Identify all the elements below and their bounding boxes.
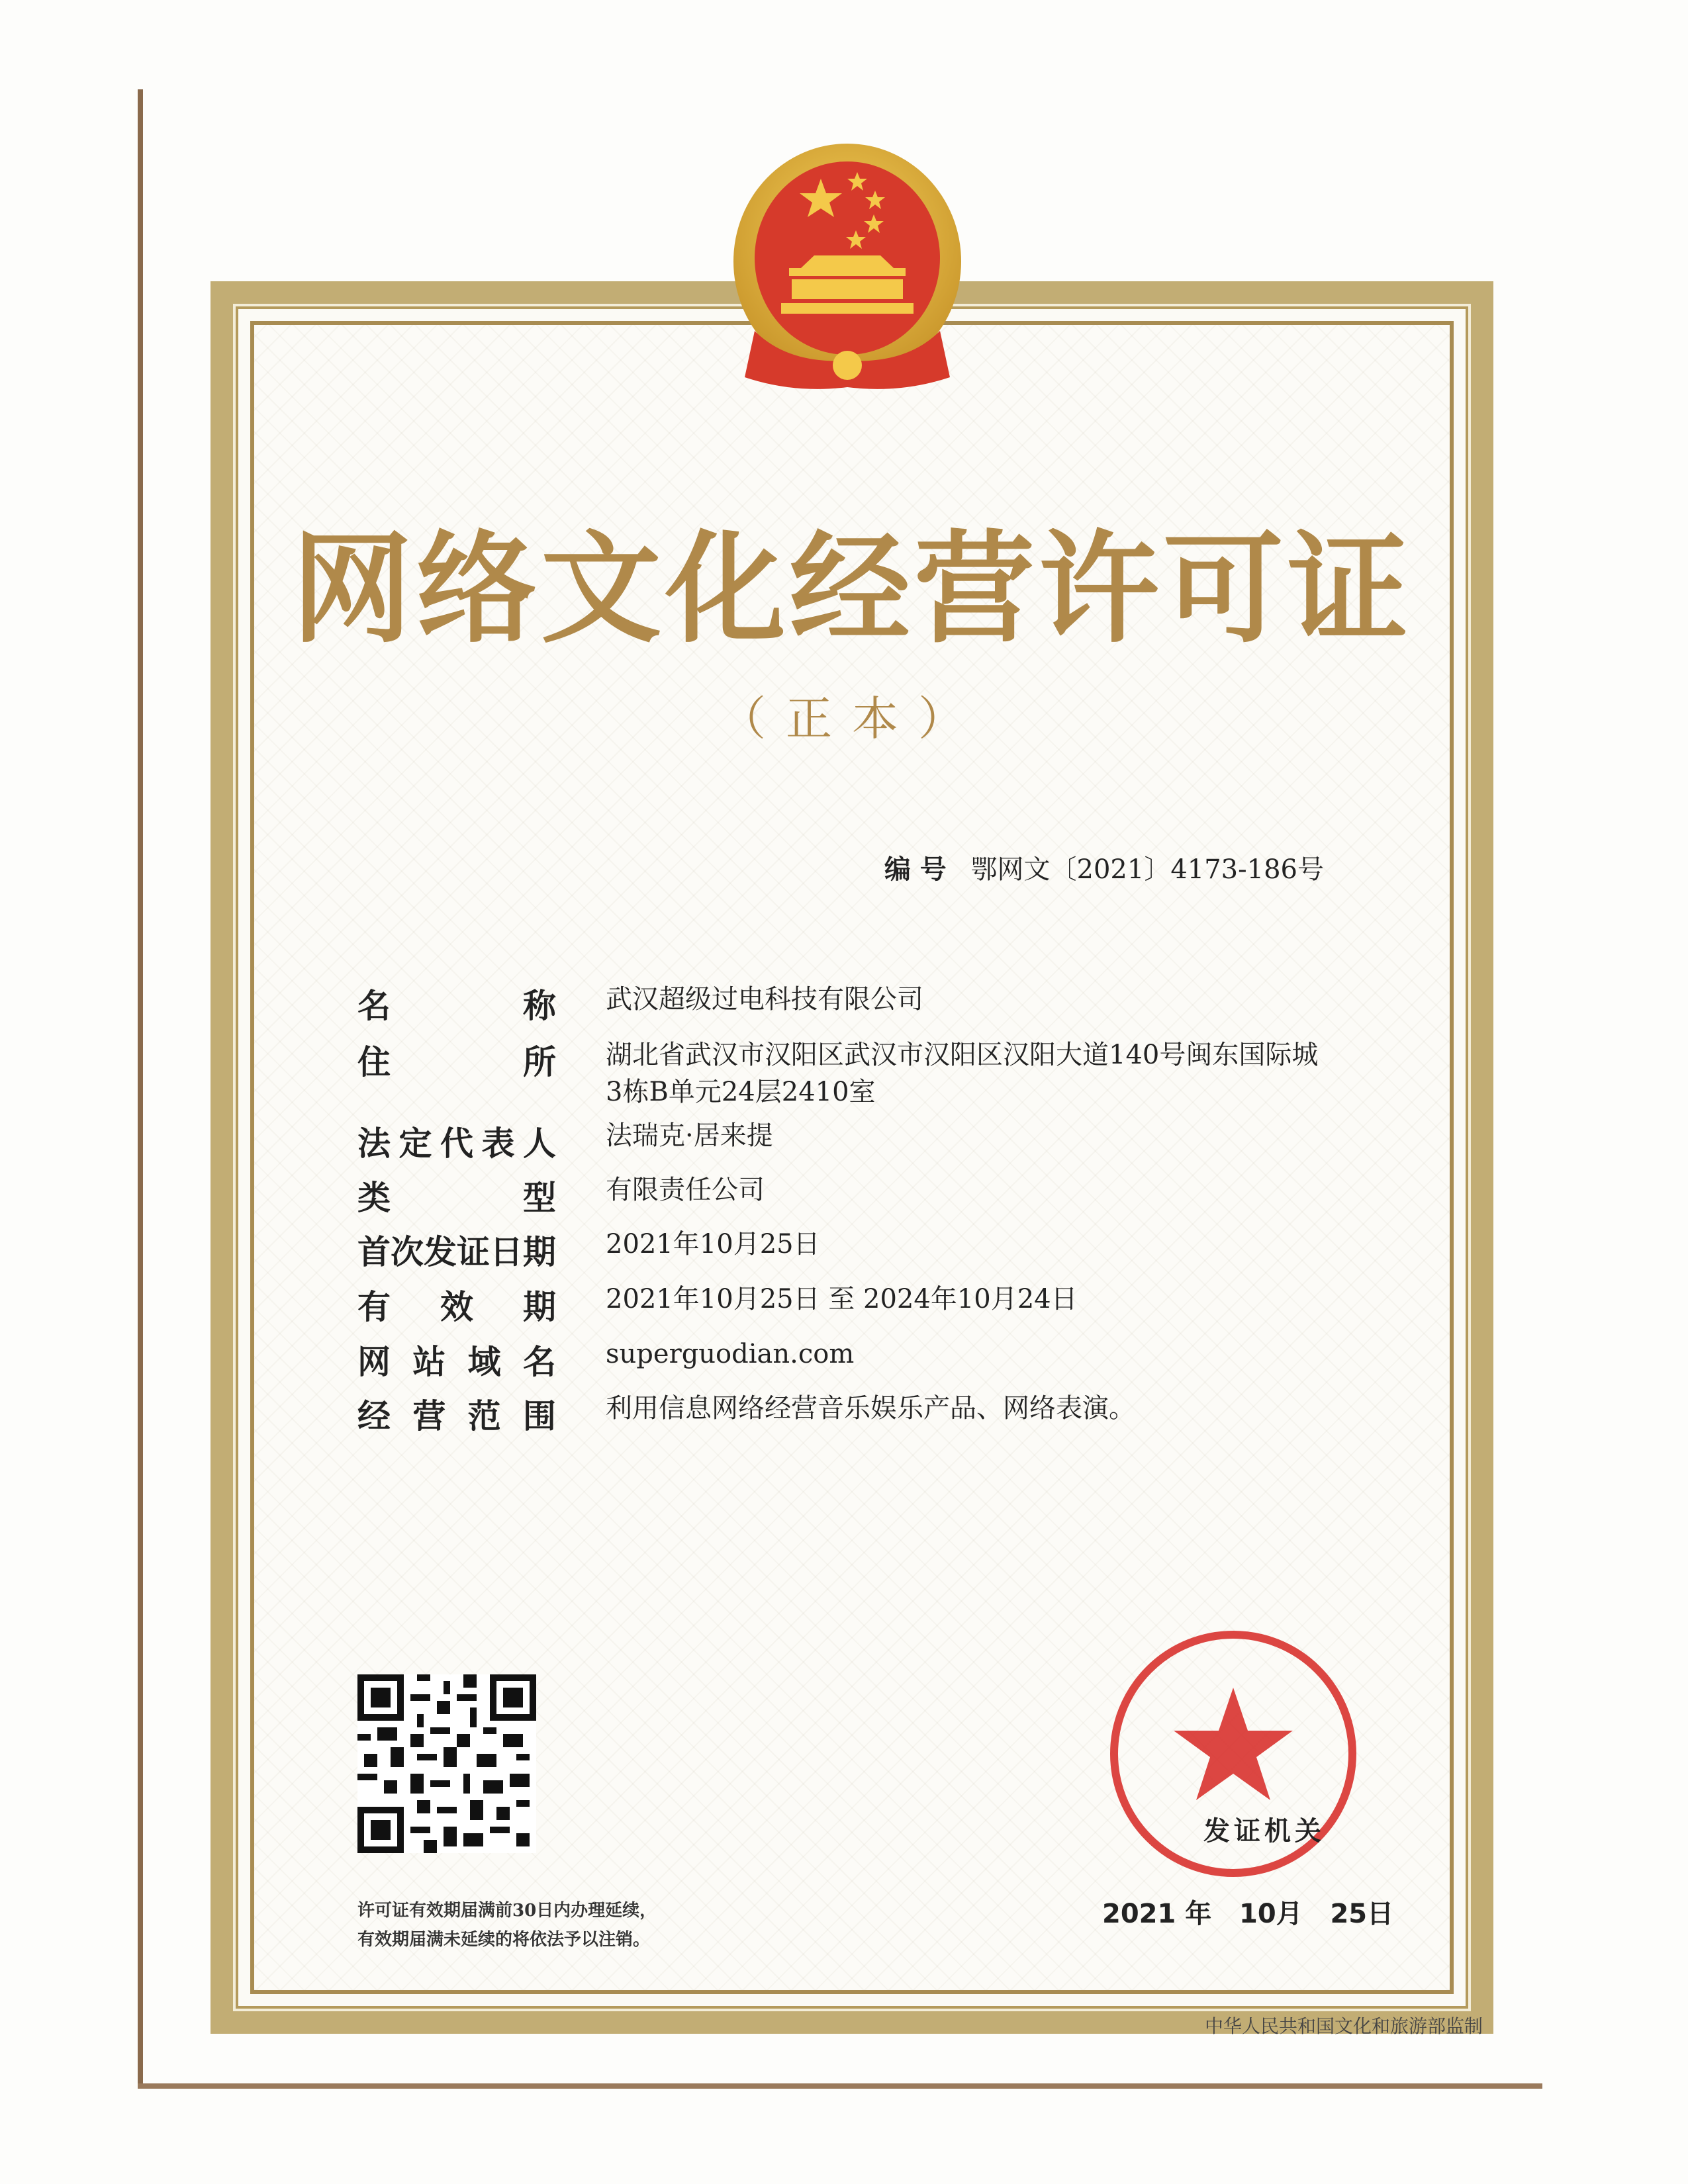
field-label-address (357, 1036, 556, 1083)
field-value-validity: 2021年10月25日 至 2024年10月24日 (606, 1284, 1078, 1314)
certificate-title: 网络文化经营许可证 (292, 519, 1412, 659)
field-value-address: 湖北省武汉市汉阳区武汉市汉阳区汉阳大道140号闽东国际城3栋B单元24层2410室 (606, 1040, 1319, 1107)
field-label-first-issue-date (357, 1226, 556, 1273)
qr-code-icon (357, 1674, 536, 1853)
field-value-type: 有限责任公司 (606, 1175, 765, 1205)
issuer-label: 发证机关 (1203, 1816, 1325, 1846)
supervision-footer: 中华人民共和国文化和旅游部监制 (1204, 2015, 1483, 2037)
certificate-subtitle: （正本） (720, 692, 984, 746)
field-label-domain (357, 1336, 556, 1383)
page-edge-left (138, 89, 143, 2088)
field-label-text: 有 效 期 (357, 1288, 556, 1326)
field-label-text: 法 定 代 表 人 (357, 1124, 556, 1163)
field-label-text: 类 型 (357, 1179, 556, 1217)
field-label-text: 首 次 发 证 日 期 (357, 1233, 556, 1271)
field-value-legal-representative: 法瑞克·居来提 (606, 1120, 773, 1151)
validity-notice (357, 1896, 755, 1954)
page-edge-bottom (138, 2083, 1542, 2089)
field-label-legal-representative (357, 1117, 556, 1165)
number-label: 编号 (884, 854, 956, 885)
field-label-text: 网 站 域 名 (357, 1343, 556, 1381)
issue-date: 2021 年 10月 25日 (1102, 1899, 1394, 1929)
field-value-name: 武汉超级过电科技有限公司 (606, 984, 923, 1015)
field-label-text: 住 所 (357, 1043, 556, 1081)
certificate-number (884, 848, 1324, 886)
field-label-text: 经 营 范 围 (357, 1397, 556, 1435)
field-label-name (357, 979, 556, 1027)
number-value: 鄂网文〔2021〕4173-186号 (970, 854, 1324, 885)
field-value-scope: 利用信息网络经营音乐娱乐产品、网络表演。 (606, 1393, 1135, 1424)
field-value-first-issue-date: 2021年10月25日 (606, 1229, 820, 1259)
field-label-scope (357, 1390, 556, 1437)
field-label-text: 名 称 (357, 987, 556, 1025)
notice-line-1: 许可证有效期届满前30日内办理延续， (357, 1901, 657, 1921)
field-label-type (357, 1171, 556, 1219)
field-label-validity (357, 1281, 556, 1328)
field-value-domain: superguodian.com (606, 1339, 855, 1369)
national-emblem-icon (728, 132, 966, 397)
notice-line-2: 有效期届满未延续的将依法予以注销。 (357, 1930, 651, 1950)
